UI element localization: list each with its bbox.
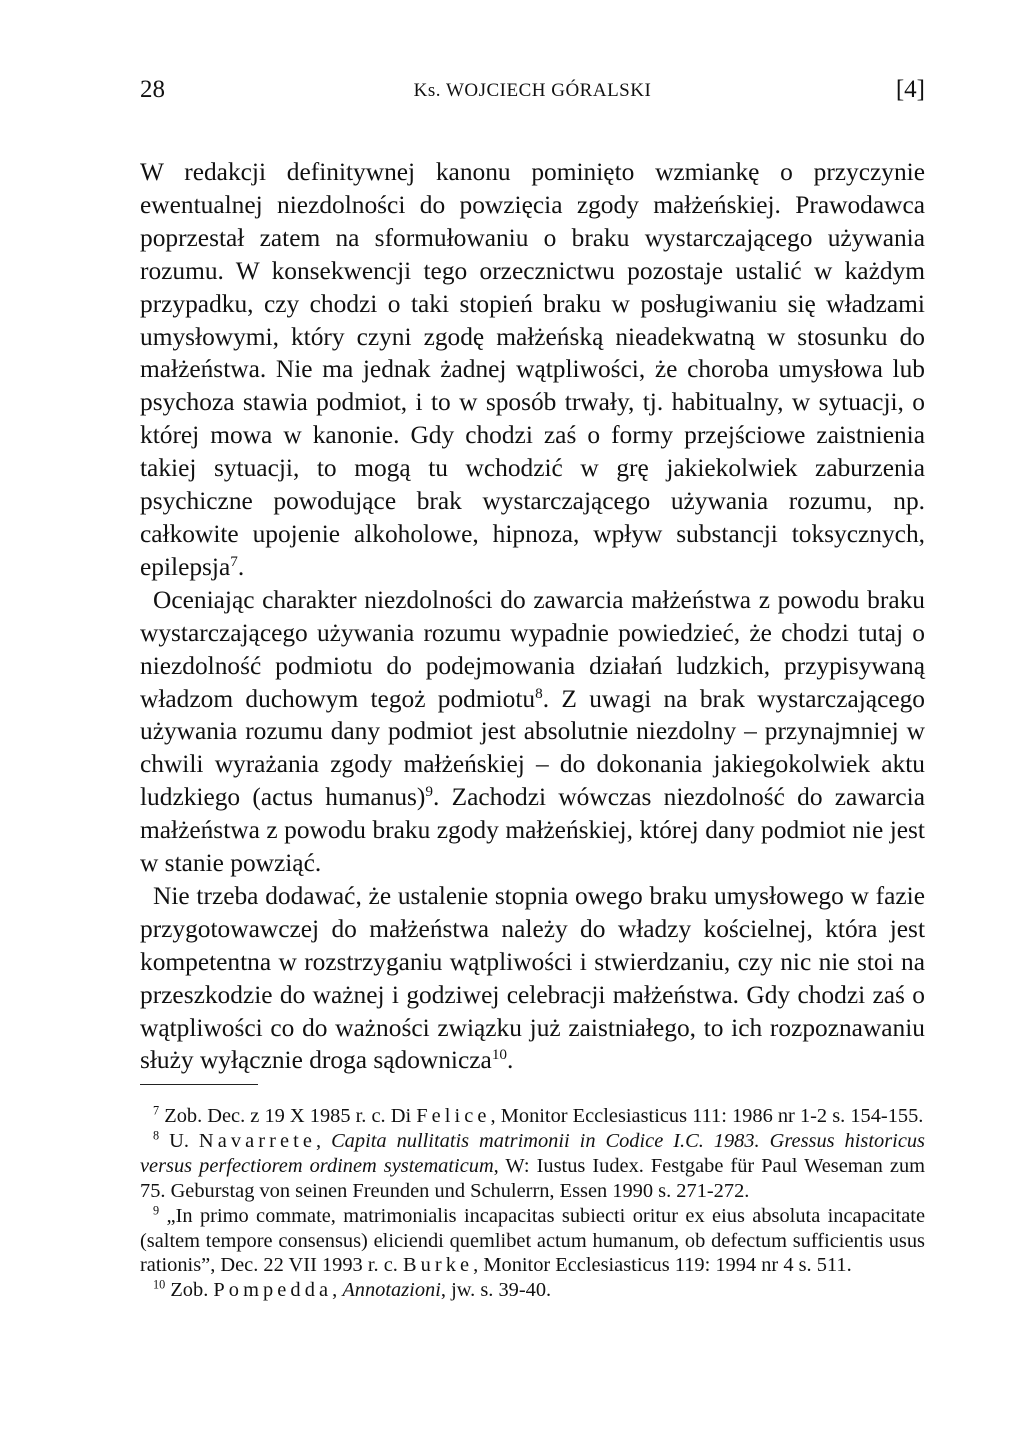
paragraph-2: Oceniając charakter niezdolności do zawarcia małżeństwa z powodu braku wystarczającego używania rozumu wypadnie powiedzieć, że chodzi tutaj o niezdolność podmiotu do podejmowania działań ludzkich, przypisywaną władzom duchowym tegoż podmiotu$^8$. Z uwagi na brak wystarczającego używania rozumu dany podmiot jest absolutnie niezdolny – przynajmniej w chwili wyrażania zgody małżeńskiej – do dokonania jakiegokolwiek aktu ludzkiego (actus humanus)$^9$. Zachodzi wówczas niezdolność do zawarcia małżeństwa z powodu braku zgody małżeńskiej, której dany podmiot nie jest w stanie powziąć.: [140, 585, 925, 878]
main-text: [140, 156, 925, 1077]
paragraph-3: Nie trzeba dodawać, że ustalenie stopnia owego braku umysłowego w fazie przygotowawczej do małżeństwa należy do władzy kościelnej, która jest kompetentna w rozstrzyganiu wątpliwości i stwierdzaniu, czy nic nie stoi na przeszkodzie do ważnej i godziwej celebracji małżeństwa. Gdy chodzi zaś o wątpliwości co do ważności związku już zaistniałego, to ich rozpoznawaniu służy wyłącznie droga sądownicza$^{10}$.: [140, 881, 925, 1075]
running-title: Ks. WOJCIECH GÓRALSKI: [413, 80, 652, 101]
footnote-ref-8[interactable]: 8: [535, 684, 543, 702]
section-number: [4]: [895, 76, 925, 103]
footnote-ref-10[interactable]: 10: [491, 1046, 508, 1064]
footnote-separator: [140, 1084, 258, 1085]
footnotes: [140, 1104, 925, 1303]
author-name: Navarrete: [198, 1129, 316, 1152]
author-name: Pompedda: [213, 1279, 333, 1302]
work-title: Capita nullitatis matrimonii in Codice I.C. 1983. Gressus historicus versus perfectiorem ordinem systematicum: [140, 1129, 925, 1177]
work-title: Annotazioni: [342, 1279, 441, 1302]
footnote-ref-7[interactable]: 7: [230, 552, 238, 570]
author-name: Burke: [402, 1254, 474, 1277]
footnote-10: $^{10}$ Zob. Pompedda, Annotazioni, jw. s. 39-40.: [153, 1278, 552, 1302]
page-number: 28: [140, 76, 165, 103]
footnote-8: $^8$ U. Navarrete, Capita nullitatis matrimonii in Codice I.C. 1983. Gressus historicus versus perfectiorem ordinem systematicum, W: Iustus Iudex. Festgabe für Paul Weseman zum 75. Geburstag von seinen Freunden und Schulerrn, Essen 1990 s. 271-272.: [140, 1128, 925, 1202]
footnote-7: $^7$ Zob. Dec. z 19 X 1985 r. c. Di Felice, Monitor Ecclesiasticus 111: 1986 nr 1-2 s. 154-155.: [153, 1103, 924, 1127]
author-name: Felice: [416, 1105, 491, 1127]
footnote-9: $^9$ „In primo commate, matrimonialis incapacitas subiecti oritur ex eius absoluta incapacitate (saltem tempore consensus) eliciendi quemlibet actum humanum, ob defectum sufficientis usus rationis”, Dec. 22 VII 1993 r. c. Burke, Monitor Ecclesiasticus 119: 1994 nr 4 s. 511.: [140, 1203, 925, 1277]
footnote-ref-9[interactable]: 9: [425, 783, 434, 801]
running-header: [140, 76, 925, 116]
paragraph-1: W redakcji definitywnej kanonu pominięto wzmiankę o przyczynie ewentualnej niezdolności do powzięcia zgody małżeńskiej. Prawodawca poprzestał zatem na sformułowaniu o braku wystarczającego używania rozumu. W konsekwencji tego orzecznictwu pozostaje ustalić w każdym przypadku, czy chodzi o taki stopień braku w posługiwaniu się władzami umysłowymi, który czyni zgodę małżeńską nieadekwatną w stosunku do małżeństwa. Nie ma jednak żadnej wątpliwości, że choroba umysłowa lub psychoza stawia podmiot, i to w sposób trwały, tj. habitualny, w sytuacji, o której mowa w kanonie. Gdy chodzi zaś o formy przejściowe zaistnienia takiej sytuacji, to mogą tu wchodzić w grę jakiekolwiek zaburzenia psychiczne powodujące brak wystarczającego używania rozumu, np. całkowite upojenie alkoholowe, hipnoza, wpływ substancji toksycznych, epilepsja$^7$.: [140, 158, 925, 581]
